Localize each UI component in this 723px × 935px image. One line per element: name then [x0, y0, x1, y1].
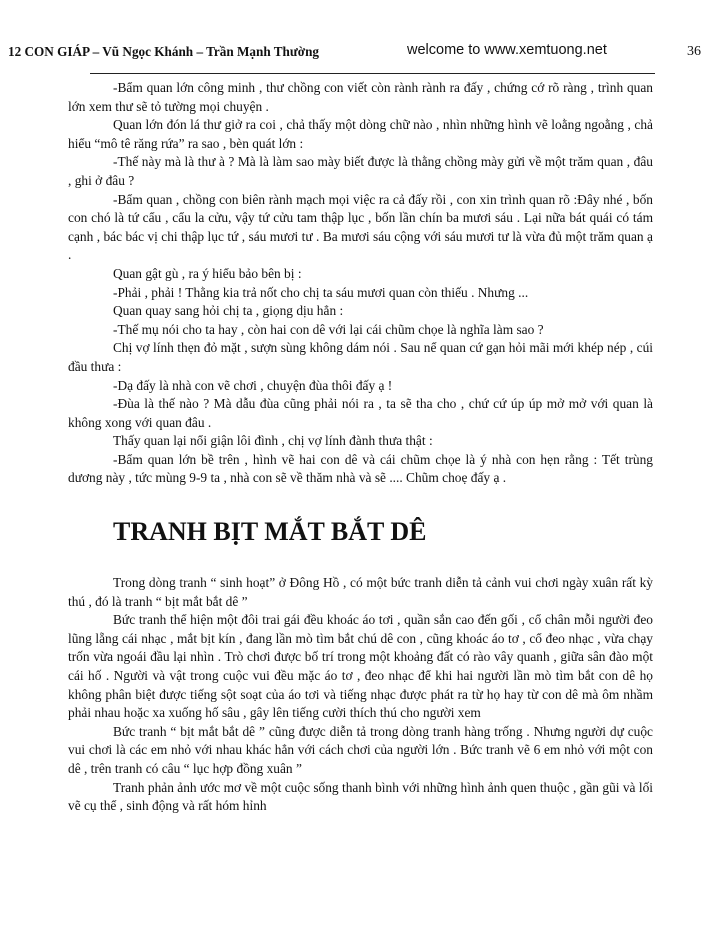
paragraph: Quan quay sang hỏi chị ta , giọng dịu hẳn :	[113, 303, 344, 319]
paragraph: Tranh phản ảnh ước mơ về một cuộc sống thanh bình với những hình ảnh quen thuộc , gần gũi và lối vẽ cụ thể , sinh động và rất hóm hỉnh	[68, 779, 653, 814]
paragraph: Chị vợ lính thẹn đỏ mặt , sượn sùng không dám nói . Sau nể quan cứ gạn hỏi mãi mới khép nép , cúi đầu thưa :	[68, 340, 653, 374]
header-book-title: 12 CON GIÁP – Vũ Ngọc Khánh – Trần Mạnh Thường	[8, 44, 320, 59]
header-divider	[90, 73, 655, 74]
paragraph: Thấy quan lại nổi giận lôi đình , chị vợ lính đành thưa thật :	[113, 433, 433, 449]
paragraph: -Bẩm quan lớn bề trên , hình vẽ hai con dê và cái chũm chọe là ý nhà con hẹn rằng : Tết trùng dương này , tức mùng 9-9 ta , nhà con sẽ về thăm nhà và sẽ .... Chũm choẹ đấy ạ .	[68, 451, 653, 486]
paragraph: -Đùa là thế nào ? Mà dẫu đùa cũng phải nói ra , ta sẽ tha cho , chứ cứ úp úp mở mở với quan là không xong với quan đâu .	[68, 396, 653, 430]
paragraph: Quan lớn đón lá thư giở ra coi , chả thấy một dòng chữ nào , nhìn những hình vẽ loằng ngoằng , chả hiểu “mô tê răng rứa” ra sao , bèn quát lớn :	[68, 117, 653, 151]
paragraph: Bức tranh “ bịt mắt bắt dê ” cũng được diễn tả trong dòng tranh hàng trống . Nhưng người dự cuộc vui chơi là các em nhỏ với nhau khác hẳn với cách chơi của người lớn . Bức tranh vẽ 6 em nhỏ với một con dê , trên tranh có câu “ lục hợp đồng xuân ”	[68, 723, 653, 776]
paragraph: Bức tranh thể hiện một đôi trai gái đều khoác áo tơi , quần sắn cao đến gối , cổ chân mỗi người đeo lũng lẵng cái nhạc , mắt bịt kín , đang lần mò tìm bắt chú dê con , cũng khoác áo tơ , cổ đeo nhạc , vừa chạy trốn vừa ngoái đầu lại nhìn . Trò chơi được bố trí trong một khoảng đất có rào vây quanh , giữa sân đào một cái hố . Người và vật trong cuộc vui đều mặc áo tơ , đeo nhạc để khi hai người lần mò tìm bắt con dê họ không phân biệt được tiếng sột soạt của áo tơi và tiếng nhạc được phát ra từ họ hay từ con dê mà ôm nhầm phải nhau hoặc xa xuống hố sâu , gây lên tiếng cười thích thú cho người xem	[68, 612, 653, 721]
body-text	[68, 79, 653, 816]
section-title: TRANH BỊT MẮT BẮT DÊ	[113, 517, 427, 547]
paragraph: Trong dòng tranh “ sinh hoạt” ở Đông Hồ , có một bức tranh diễn tả cảnh vui chơi ngày xuân rất kỳ thú , đó là tranh “ bịt mắt bắt dê ”	[68, 575, 653, 609]
page-number: 36	[687, 44, 701, 59]
paragraph: -Phải , phải ! Thằng kia trả nốt cho chị ta sáu mươi quan còn thiếu . Nhưng ...	[113, 284, 529, 300]
paragraph: -Thế mụ nói cho ta hay , còn hai con dê với lại cái chũm chọe là nghĩa làm sao ?	[113, 321, 544, 337]
paragraph: -Bẩm quan lớn công minh , thư chồng con viết còn rành rành ra đấy , chứng cớ rõ ràng , trình quan lớn xem thư sẽ tỏ tường mọi chuyện .	[68, 80, 653, 114]
paragraph: -Dạ đấy là nhà con vẽ chơi , chuyện đùa thôi đấy ạ !	[113, 377, 393, 393]
paragraph: -Thế này mà là thư à ? Mà là làm sao mày biết được là thằng chồng mày gửi về một trăm quan , đâu , ghi ở đâu ?	[68, 154, 653, 188]
paragraph: Quan gật gù , ra ý hiểu bảo bên bị :	[113, 265, 302, 281]
paragraph: -Bẩm quan , chồng con biên rành mạch mọi việc ra cả đấy rồi , con xin trình quan rõ :Đây nhé , bốn con chó là tứ cẩu , cẩu la cửu, vậy tứ cửu tam thập lục , bốn lần chín ba mươi sáu . Lại nữa bát quái có tám cạnh , bác bác vị chi thập lục tứ , sáu mươi tư . Ba mươi sáu cộng với sáu mươi tư là vừa đủ một trăm quan ạ .	[68, 191, 653, 263]
header-website: welcome to www.xemtuong.net	[407, 42, 607, 58]
